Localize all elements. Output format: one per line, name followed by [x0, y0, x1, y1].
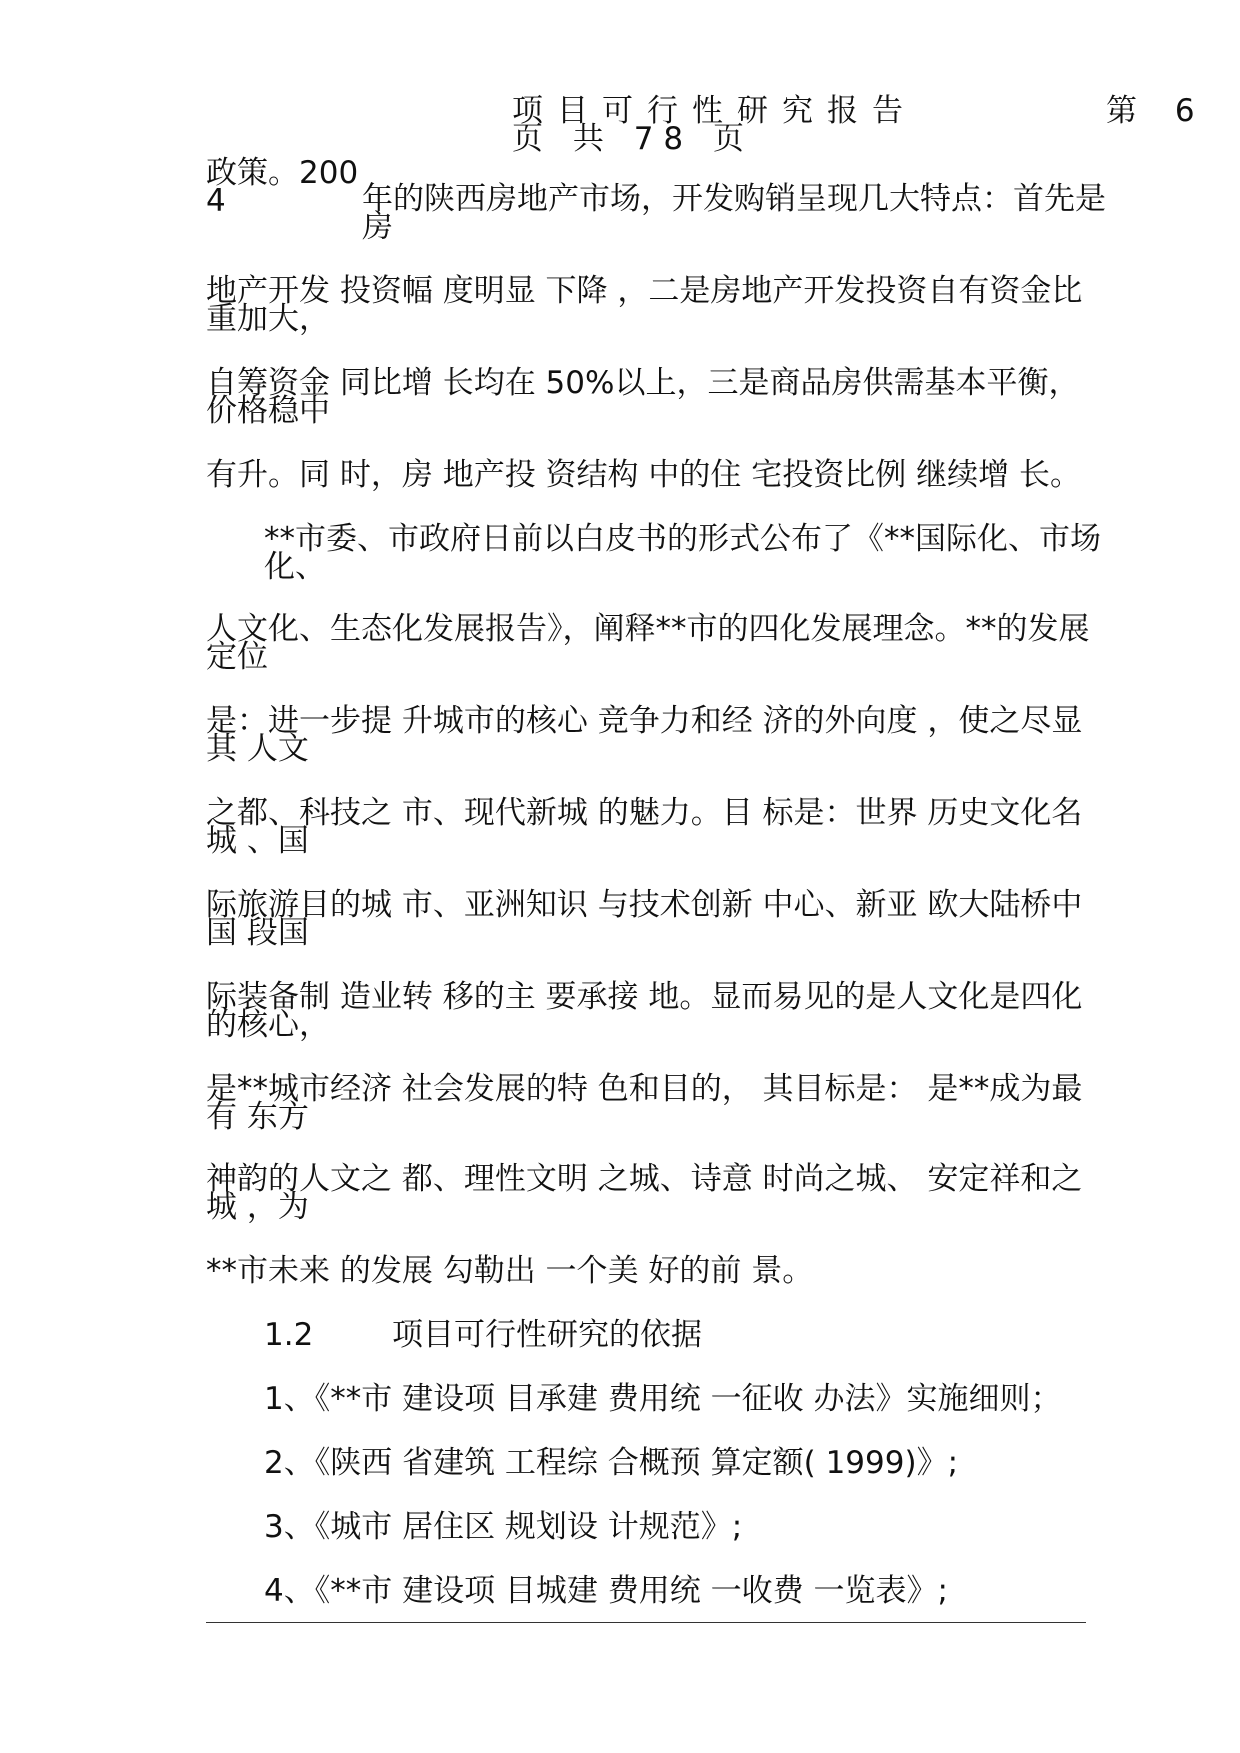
list-item: 2、《陕西 省建筑 工程综 合概预 算定额( 1999)》;	[264, 1445, 959, 1481]
list-item: 3、《城市 居住区 规划设 计规范》;	[264, 1509, 743, 1545]
body-line-1c: 年的陕西房地产市场，开发购销呈现几大特点：首先是	[362, 181, 1106, 217]
body-line-6a: 人文化、生态化发展报告》，阐释**市的四化发展理念。**的发展	[206, 611, 1090, 647]
body-line-7b: 其 人文	[206, 731, 309, 767]
body-line-8a: 之都、科技之 市、现代新城 的魅力。目 标是：世界 历史文化名	[206, 795, 1083, 831]
body-line-3b: 价格稳中	[206, 393, 330, 429]
header-title: 项目可行性研究报告	[512, 93, 917, 129]
body-line-5b: 化、	[264, 549, 326, 585]
list-item: 1、《**市 建设项 目承建 费用统 一征收 办法》实施细则；	[264, 1381, 1062, 1417]
body-line-5a: **市委、市政府日前以白皮书的形式公布了《**国际化、市场	[264, 521, 1101, 557]
body-line-9a: 际旅游目的城 市、亚洲知识 与技术创新 中心、新亚 欧大陆桥中	[206, 887, 1083, 923]
body-line-8b: 城 、国	[206, 823, 309, 859]
header-page-total: 页 共 78 页	[512, 121, 755, 157]
body-line-1a: 政策。200	[206, 155, 359, 191]
footer-divider	[206, 1622, 1086, 1623]
header-page-number: 第 6	[1106, 93, 1209, 129]
body-line-3a: 自筹资金 同比增 长均在 50%以上，三是商品房供需基本平衡，	[206, 365, 1080, 401]
body-line-12b: 城 ，为	[206, 1189, 309, 1225]
body-line-11a: 是**城市经济 社会发展的特 色和目的， 其目标是： 是**成为最	[206, 1071, 1083, 1107]
list-item: 4、《**市 建设项 目城建 费用统 一收费 一览表》;	[264, 1573, 948, 1609]
body-line-2a: 地产开发 投资幅 度明显 下降 ，二是房地产开发投资自有资金比	[206, 273, 1083, 309]
body-line-6b: 定位	[206, 639, 268, 675]
body-line-9b: 国 段国	[206, 915, 309, 951]
body-line-7a: 是：进一步提 升城市的核心 竞争力和经 济的外向度 ，使之尽显	[206, 703, 1083, 739]
body-line-12a: 神韵的人文之 都、理性文明 之城、诗意 时尚之城、 安定祥和之	[206, 1161, 1083, 1197]
body-line-13: **市未来 的发展 勾勒出 一个美 好的前 景。	[206, 1253, 814, 1289]
body-line-1d: 房	[362, 209, 393, 245]
body-line-10a: 际装备制 造业转 移的主 要承接 地。显而易见的是人文化是四化	[206, 979, 1083, 1015]
section-title: 项目可行性研究的依据	[392, 1317, 702, 1353]
section-number: 1.2	[264, 1317, 314, 1353]
body-line-4: 有升。同 时，房 地产投 资结构 中的住 宅投资比例 继续增 长。	[206, 457, 1081, 493]
body-line-2b: 重加大，	[206, 301, 330, 337]
body-line-1b: 4	[206, 183, 226, 219]
body-line-11b: 有 东方	[206, 1099, 309, 1135]
body-line-10b: 的核心，	[206, 1007, 330, 1043]
